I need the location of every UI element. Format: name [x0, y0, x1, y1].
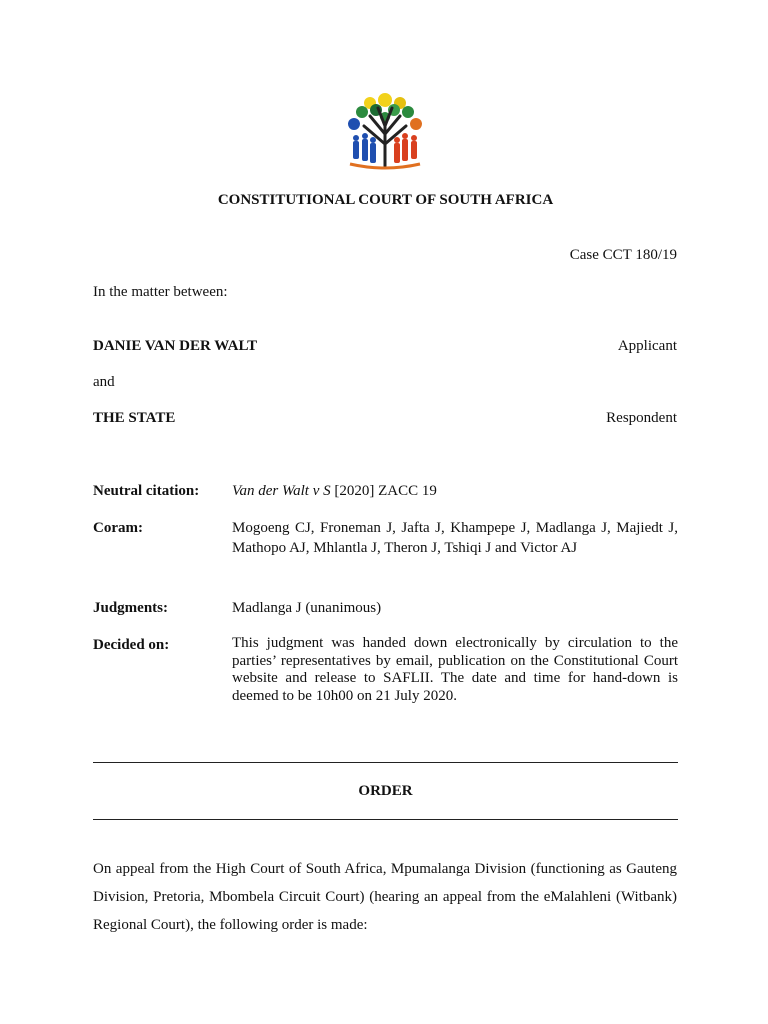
citation-label: Neutral citation: [93, 483, 200, 499]
respondent-name: THE STATE [93, 410, 176, 426]
judgments-label: Judgments: [93, 600, 169, 616]
decided-label: Decided on: [93, 637, 170, 653]
court-emblem-logo [340, 86, 430, 176]
parties-conjunction: and [93, 374, 115, 390]
coram-value: Mogoeng CJ, Froneman J, Jafta J, Khampepe J, Madlanga J, Majiedt J, Mathopo AJ, Mhlantla J, Theron J, Tshiqi J and Victor AJ [232, 520, 678, 556]
order-heading: ORDER [358, 783, 413, 799]
parties-intro: In the matter between: [93, 284, 228, 300]
applicant-role: Applicant [617, 338, 677, 354]
judgments-value: Madlanga J (unanimous) [232, 600, 382, 616]
decided-value: This judgment was handed down electronically by circulation to the parties’ representatives by email, publication on the Constitutional Court website and release to SAFLII. The date and time for hand-down is deemed to be 10h00 on 21 July 2020. [232, 635, 678, 704]
case-number: Case CCT 180/19 [569, 247, 677, 263]
citation-value [232, 481, 678, 501]
order-body: On appeal from the High Court of South Africa, Mpumalanga Division (functioning as Gauteng Division, Pretoria, Mbombela Circuit Court) (hearing an appeal from the eMalahleni (Witbank) Regional Court), the following order is made: [93, 861, 677, 933]
court-title: CONSTITUTIONAL COURT OF SOUTH AFRICA [217, 192, 554, 208]
order-top-rule [93, 762, 678, 763]
order-bottom-rule [93, 819, 678, 820]
citation-case-name: Van der Walt v S [232, 483, 331, 499]
citation-reference: [2020] ZACC 19 [330, 483, 437, 499]
respondent-role: Respondent [606, 410, 677, 426]
coram-label: Coram: [93, 520, 143, 536]
applicant-name: DANIE VAN DER WALT [93, 338, 258, 354]
